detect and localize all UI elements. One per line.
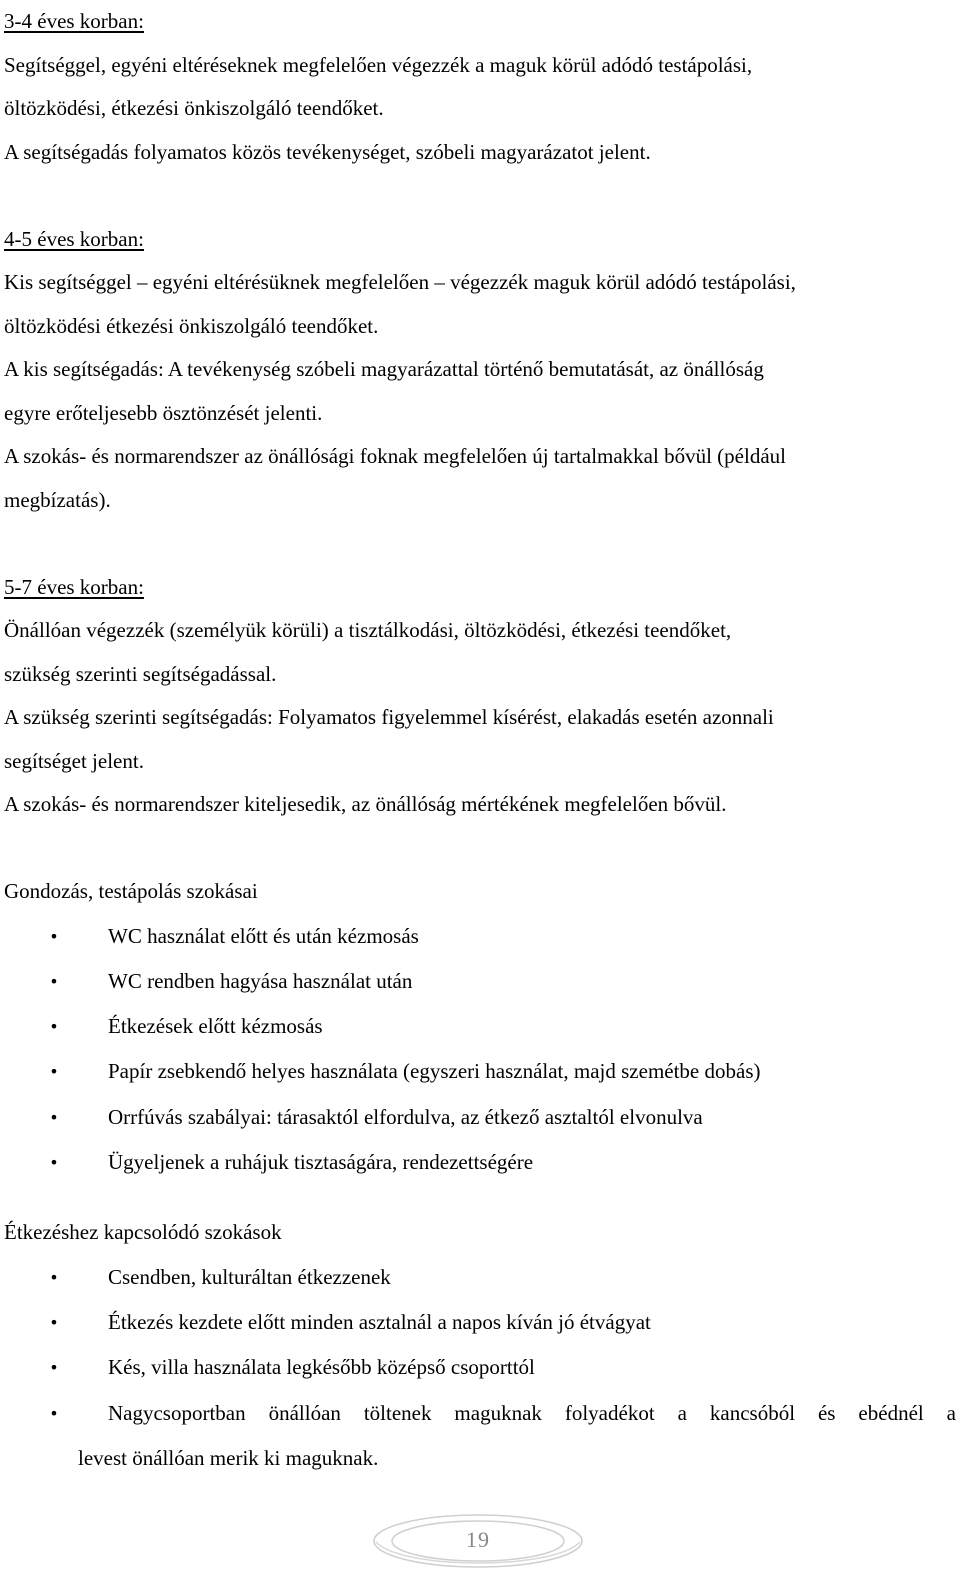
list-item-text: Kés, villa használata legkésőbb középső csoporttól	[108, 1355, 535, 1380]
paragraph-line: A szükség szerinti segítségadás: Folyamatos figyelemmel kísérést, elakadás esetén azonnali	[4, 705, 774, 729]
list-item-text: Étkezések előtt kézmosás	[108, 1014, 323, 1039]
paragraph-line: segítséget jelent.	[4, 748, 144, 773]
list-item	[4, 959, 956, 1004]
list-item	[4, 1345, 956, 1390]
bullet-icon: •	[49, 971, 59, 991]
document-page	[4, 0, 956, 1481]
list-item	[4, 1140, 956, 1185]
care-list	[4, 914, 956, 1186]
page-number-ornament	[372, 1512, 584, 1570]
paragraph-line: öltözködési étkezési önkiszolgáló teendőket.	[4, 313, 379, 338]
bullet-icon: •	[49, 1062, 59, 1082]
eating-list	[4, 1255, 956, 1481]
bullet-icon: •	[49, 1267, 59, 1287]
list-item-text: Nagycsoportban önállóan töltenek maguknak folyadékot a kancsóból és ebédnél a	[108, 1400, 956, 1425]
paragraph-line: A segítségadás folyamatos közös tevékenységet, szóbeli magyarázatot jelent.	[4, 139, 651, 164]
list-item-text: WC rendben hagyása használat után	[108, 968, 413, 993]
paragraph-line: A kis segítségadás: A tevékenység szóbeli magyarázattal történő bemutatását, az önállóság	[4, 357, 764, 381]
eating-heading: Étkezéshez kapcsolódó szokások	[4, 1220, 282, 1245]
paragraph-line: Kis segítséggel – egyéni eltérésüknek megfelelően – végezzék maguk körül adódó testápolási,	[4, 270, 796, 294]
list-item	[4, 1049, 956, 1094]
bullet-icon: •	[49, 1107, 59, 1127]
paragraph-line: öltözködési, étkezési önkiszolgáló teendőket.	[4, 96, 384, 120]
list-item	[4, 1095, 956, 1140]
section-heading-3-4: 3-4 éves korban:	[4, 9, 144, 33]
list-item	[4, 1255, 956, 1300]
list-item-text: Ügyeljenek a ruhájuk tisztaságára, rendezettségére	[108, 1149, 534, 1174]
list-item	[4, 1391, 956, 1482]
paragraph-line: A szokás- és normarendszer az önállósági foknak megfelelően új tartalmakkal bővül (például	[4, 444, 786, 468]
paragraph-line: egyre erőteljesebb ösztönzését jelenti.	[4, 400, 323, 425]
page-number: 19	[466, 1527, 490, 1552]
list-item-text: Orrfúvás szabályai: tárasaktól elfordulva, az étkező asztaltól elvonulva	[108, 1104, 703, 1129]
paragraph-line: szükség szerinti segítségadással.	[4, 661, 277, 686]
paragraph-line: megbízatás).	[4, 487, 111, 512]
paragraph-line: A szokás- és normarendszer kiteljesedik, az önállóság mértékének megfelelően bővül.	[4, 792, 727, 816]
paragraph-line: Segítséggel, egyéni eltéréseknek megfelelően végezzék a maguk körül adódó testápolási,	[4, 52, 753, 77]
list-item-text: Papír zsebkendő helyes használata (egyszeri használat, majd szemétbe dobás)	[108, 1059, 761, 1084]
paragraph-line: Önállóan végezzék (személyük körüli) a tisztálkodási, öltözködési, étkezési teendőket,	[4, 618, 732, 642]
list-item	[4, 1004, 956, 1049]
bullet-icon: •	[49, 1152, 59, 1172]
list-item-text: Étkezés kezdete előtt minden asztalnál a napos kíván jó étvágyat	[108, 1310, 651, 1335]
list-item-text-continued: levest önállóan merik ki maguknak.	[78, 1445, 379, 1470]
care-heading: Gondozás, testápolás szokásai	[4, 879, 258, 903]
list-item-text: WC használat előtt és után kézmosás	[108, 923, 419, 948]
bullet-icon: •	[49, 1403, 59, 1423]
list-item	[4, 914, 956, 959]
bullet-icon: •	[49, 1313, 59, 1333]
section-heading-4-5: 4-5 éves korban:	[4, 226, 144, 251]
bullet-icon: •	[49, 1358, 59, 1378]
list-item	[4, 1300, 956, 1345]
list-item-text: Csendben, kulturáltan étkezzenek	[108, 1264, 391, 1289]
bullet-icon: •	[49, 1017, 59, 1037]
bullet-icon: •	[49, 926, 59, 946]
section-heading-5-7: 5-7 éves korban:	[4, 574, 144, 599]
